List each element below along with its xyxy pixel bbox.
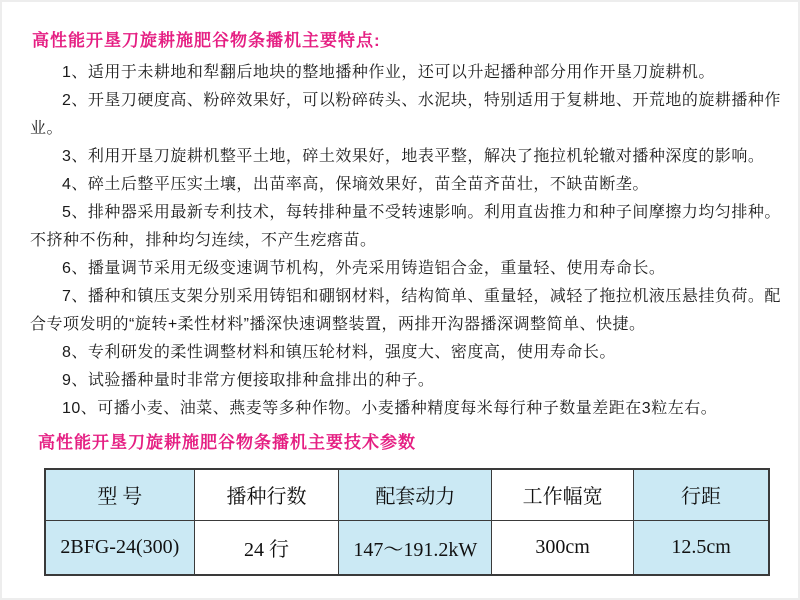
specs-header-row xyxy=(45,469,769,520)
specs-header-cell: 工作幅宽 xyxy=(492,469,634,520)
specs-data-cell: 12.5cm xyxy=(634,520,769,575)
specs-data-row xyxy=(45,520,769,575)
specs-table-body xyxy=(45,520,769,575)
feature-item: 1、适用于未耕地和犁翻后地块的整地播种作业，还可以升起播种部分用作开垦刀旋耕机。 xyxy=(62,64,715,81)
feature-item: 9、试验播种量时非常方便接取排种盒排出的种子。 xyxy=(62,372,435,389)
specs-header-cell: 配套动力 xyxy=(339,469,492,520)
feature-item: 8、专利研发的柔性调整材料和镇压轮材料，强度大、密度高，使用寿命长。 xyxy=(62,344,616,361)
feature-item: 4、碎土后整平压实土壤，出苗率高，保墒效果好，苗全苗齐苗壮，不缺苗断垄。 xyxy=(62,176,649,193)
feature-item: 7、播种和镇压支架分别采用铸铝和硼钢材料，结构简单、重量轻，减轻了拖拉机液压悬挂负荷。配合专项发明的“旋转+柔性材料”播深快速调整装置，两排开沟器播深调整简单、快捷。 xyxy=(30,288,781,333)
features-section-title: 高性能开垦刀旋耕施肥谷物条播机主要特点: xyxy=(32,31,381,50)
specs-data-cell: 24 行 xyxy=(194,520,339,575)
feature-item: 5、排种器采用最新专利技术，每转排种量不受转速影响。利用直齿推力和种子间摩擦力均匀排种。不挤种不伤种，排种均匀连续，不产生疙瘩苗。 xyxy=(30,204,781,249)
feature-item: 6、播量调节采用无级变速调节机构，外壳采用铸造铝合金，重量轻、使用寿命长。 xyxy=(62,260,666,277)
specs-header-cell: 型 号 xyxy=(45,469,194,520)
specs-section-title: 高性能开垦刀旋耕施肥谷物条播机主要技术参数 xyxy=(38,433,416,452)
specs-data-cell: 147～191.2kW xyxy=(339,520,492,575)
specs-data-cell: 2BFG-24(300) xyxy=(45,520,194,575)
feature-item: 10、可播小麦、油菜、燕麦等多种作物。小麦播种精度每米每行种子数量差距在3粒左右。 xyxy=(62,400,718,417)
specs-data-cell: 300cm xyxy=(492,520,634,575)
feature-item: 3、利用开垦刀旋耕机整平土地，碎土效果好，地表平整，解决了拖拉机轮辙对播种深度的影响。 xyxy=(62,148,765,165)
feature-item: 2、开垦刀硬度高、粉碎效果好，可以粉碎砖头、水泥块，特别适用于复耕地、开荒地的旋耕播种作业。 xyxy=(30,92,781,137)
specs-table xyxy=(44,468,770,576)
specs-header-cell: 播种行数 xyxy=(194,469,339,520)
features-list xyxy=(30,59,788,423)
specs-header-cell: 行距 xyxy=(634,469,769,520)
